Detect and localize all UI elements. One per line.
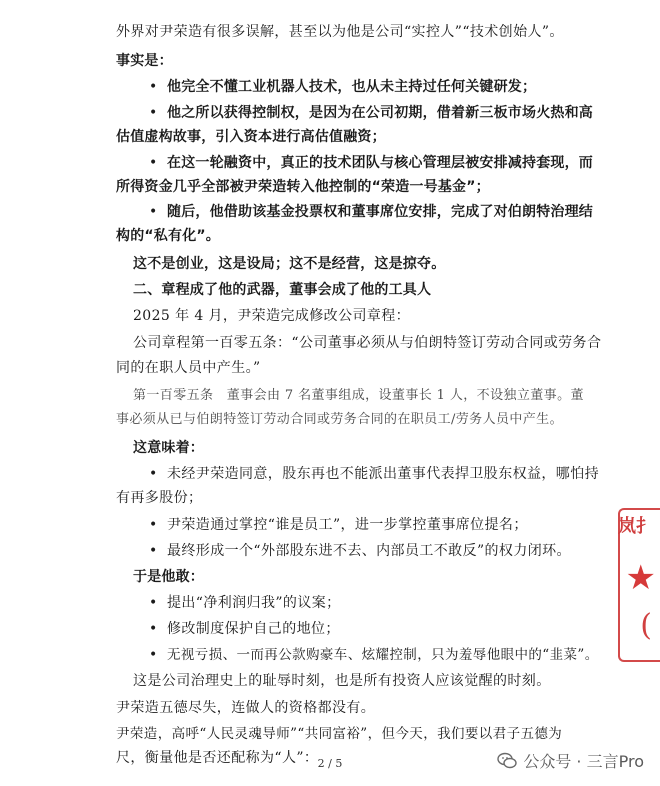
paragraph-line: 这不是创业，这是设局；这不是经营，这是掠夺。 [133, 256, 446, 272]
bullet-line: 他完全不懂工业机器人技术，也从未主持过任何关键研发； [167, 79, 537, 95]
paragraph-line: 同的在职人员中产生。” [116, 360, 261, 376]
paragraph-line: 公司章程第一百零五条：“公司董事必须从与伯朗特签订劳动合同或劳务合 [133, 335, 602, 351]
bullet-icon: • [149, 79, 158, 95]
paragraph-line: 尺，衡量他是否还配称为“人”： [116, 750, 319, 766]
quoted-article-line: 事必须从已与伯朗特签订劳动合同或劳务合同的在职员工/劳务人员中产生。 [116, 412, 563, 427]
paragraph-line: 尹荣造五德尽失，连做人的资格都没有。 [116, 700, 376, 716]
bullet-icon: • [149, 595, 158, 611]
page-number: 2 / 5 [317, 757, 343, 770]
bullet-line: 尹荣造通过掌控“谁是员工”，进一步掌控董事席位提名； [167, 517, 528, 533]
paragraph-line: 尹荣造，高呼“人民灵魂导师”“共同富裕”，但今天，我们要以君子五德为 [116, 726, 563, 742]
bullet-line-cont: 所得资金几乎全部被尹荣造转入他控制的“荣造一号基金”； [116, 179, 490, 195]
paragraph-line: 外界对尹荣造有很多误解，甚至以为他是公司“实控人”“技术创始人”。 [116, 24, 564, 40]
bullet-line: 未经尹荣造同意，股东再也不能派出董事代表捍卫股东权益，哪怕持 [167, 466, 599, 482]
bullet-line-cont: 有再多股份； [116, 490, 203, 506]
bullet-line-cont: 估值虚构故事，引入资本进行高估值融资； [116, 129, 386, 145]
seal-stamp-text: 岚扌 [618, 516, 654, 537]
bullet-line-cont: 构的“私有化”。 [116, 228, 221, 244]
bullet-icon: • [149, 517, 158, 533]
watermark-label: 公众号 · 三言Pro [523, 752, 644, 771]
paragraph-line: 这是公司治理史上的耻辱时刻，也是所有投资人应该觉醒的时刻。 [133, 673, 551, 689]
bullet-icon: • [149, 621, 158, 637]
bullet-line: 无视亏损、一而再公款购豪车、炫耀控制，只为羞辱他眼中的“韭菜”。 [167, 647, 599, 663]
section-heading: 二、章程成了他的武器，董事会成了他的工具人 [133, 282, 432, 298]
bullet-icon: • [149, 543, 158, 559]
section-label: 这意味着： [133, 440, 204, 456]
bullet-line: 提出“净利润归我”的议案； [167, 595, 341, 611]
bullet-icon: • [149, 466, 158, 482]
wechat-icon [497, 752, 517, 770]
bullet-icon: • [149, 105, 158, 121]
bullet-line: 他之所以获得控制权，是因为在公司初期，借着新三板市场火热和高 [167, 105, 593, 121]
section-label: 于是他敢： [133, 569, 204, 585]
bullet-line: 在这一轮融资中，真正的技术团队与核心管理层被安排减持套现，而 [167, 155, 593, 171]
wechat-watermark [497, 749, 644, 772]
seal-stamp-mark: ( [640, 608, 652, 643]
bullet-icon: • [149, 647, 158, 663]
bullet-icon: • [149, 155, 158, 171]
bullet-line: 最终形成一个“外部股东进不去、内部员工不敢反”的权力闭环。 [167, 543, 571, 559]
bullet-line: 修改制度保护自己的地位； [167, 621, 340, 637]
paragraph-line: 2025 年 4 月，尹荣造完成修改公司章程： [133, 308, 411, 324]
quoted-article-line: 第一百零五条 董事会由 7 名董事组成，设董事长 1 人，不设独立董事。董 [133, 388, 584, 403]
bullet-line: 随后，他借助该基金投票权和董事席位安排，完成了对伯朗特治理结 [167, 204, 593, 220]
bullet-icon: • [149, 204, 158, 220]
section-label: 事实是： [116, 53, 173, 69]
seal-star-icon: ★ [625, 558, 656, 598]
